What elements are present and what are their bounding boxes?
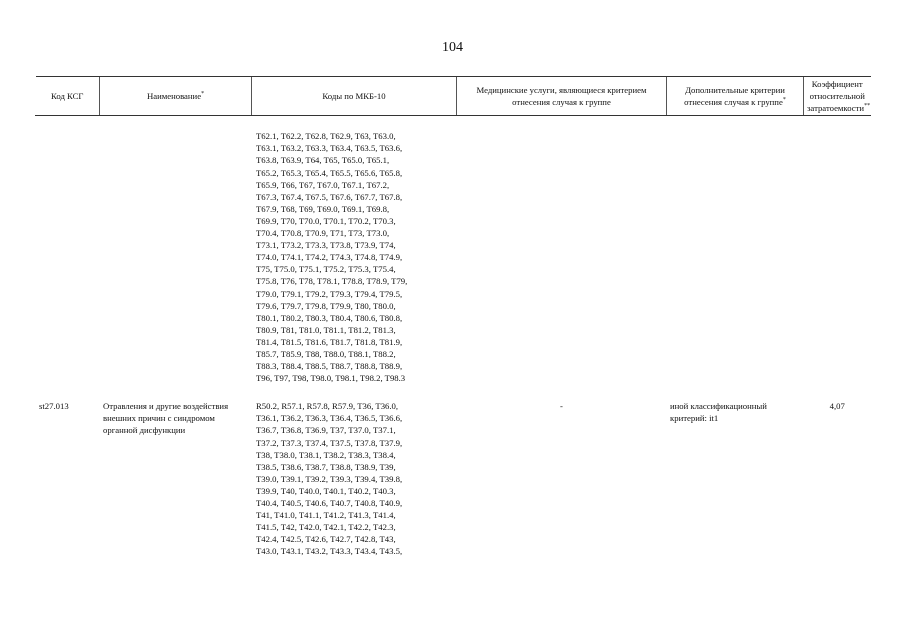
- header-coefficient: Коэффициент относительной затратоемкости**: [804, 77, 871, 116]
- header-mkb-codes: Коды по МКБ-10: [252, 77, 457, 116]
- table-row: [36, 398, 871, 557]
- additional-criteria-cell: иной классификационный критерий: it1: [670, 401, 767, 424]
- page-number: 104: [442, 40, 463, 55]
- header-additional-criteria: Дополнительные критерии отнесения случая к группе*: [667, 77, 804, 116]
- ksg-code-cell: st27.013: [39, 401, 69, 412]
- header-name: Наименование*: [100, 77, 252, 116]
- ksg-table: [35, 76, 871, 557]
- table-header-row: [36, 77, 871, 116]
- services-cell: -: [560, 401, 563, 412]
- table-row-continuation: [36, 130, 871, 384]
- header-ksg-code: Код КСГ: [36, 77, 100, 116]
- header-services: Медицинские услуги, являющиеся критерием отнесения случая к группе: [457, 77, 667, 116]
- mkb-codes-cell: R50.2, R57.1, R57.8, R57.9, T36, T36.0, T36.1, T36.2, T36.3, T36.4, T36.5, T36.6, T36.7, T36.8, T36.9, T37, T37.0, T37.1, T37.2, T37.3, T37.4, T37.5, T37.8, T37.9, T38, T38.0, T38.1, T38.2, T38.3, T38.4, T38.5, T38.6, T38.7, T38.8, T38.9, T39, T39.0, T39.1, T39.2, T39.3, T39.4, T39.8, T39.9, T40, T40.0, T40.1, T40.2, T40.3, T40.4, T40.5, T40.6, T40.7, T40.8, T40.9, T41, T41.0, T41.1, T41.2, T41.3, T41.4, T41.5, T42, T42.0, T42.1, T42.2, T42.3, T42.4, T42.5, T42.6, T42.7, T42.8, T43, T43.0, T43.1, T43.2, T43.3, T43.4, T43.5,: [256, 401, 403, 557]
- name-cell: Отравления и другие воздействия внешних причин с синдромом органной дисфункции: [103, 401, 229, 436]
- coefficient-cell: 4,07: [829, 401, 845, 412]
- mkb-codes-cell: T62.1, T62.2, T62.8, T62.9, T63, T63.0, T63.1, T63.2, T63.3, T63.4, T63.5, T63.6, T63.8, T63.9, T64, T65, T65.0, T65.1, T65.2, T65.3, T65.4, T65.5, T65.6, T65.8, T65.9, T66, T67, T67.0, T67.1, T67.2, T67.3, T67.4, T67.5, T67.6, T67.7, T67.8, T67.9, T68, T69, T69.0, T69.1, T69.8, T69.9, T70, T70.0, T70.1, T70.2, T70.3, T70.4, T70.8, T70.9, T71, T73, T73.0, T73.1, T73.2, T73.3, T73.8, T73.9, T74, T74.0, T74.1, T74.2, T74.3, T74.8, T74.9, T75, T75.0, T75.1, T75.2, T75.3, T75.4, T75.8, T76, T78, T78.1, T78.8, T78.9, T79, T79.0, T79.1, T79.2, T79.3, T79.4, T79.5, T79.6, T79.7, T79.8, T79.9, T80, T80.0, T80.1, T80.2, T80.3, T80.4, T80.6, T80.8, T80.9, T81, T81.0, T81.1, T81.2, T81.3, T81.4, T81.5, T81.6, T81.7, T81.8, T81.9, T85.7, T85.9, T88, T88.0, T88.1, T88.2, T88.3, T88.4, T88.5, T88.7, T88.8, T88.9, T96, T97, T98, T98.0, T98.1, T98.2, T98.3: [256, 131, 408, 384]
